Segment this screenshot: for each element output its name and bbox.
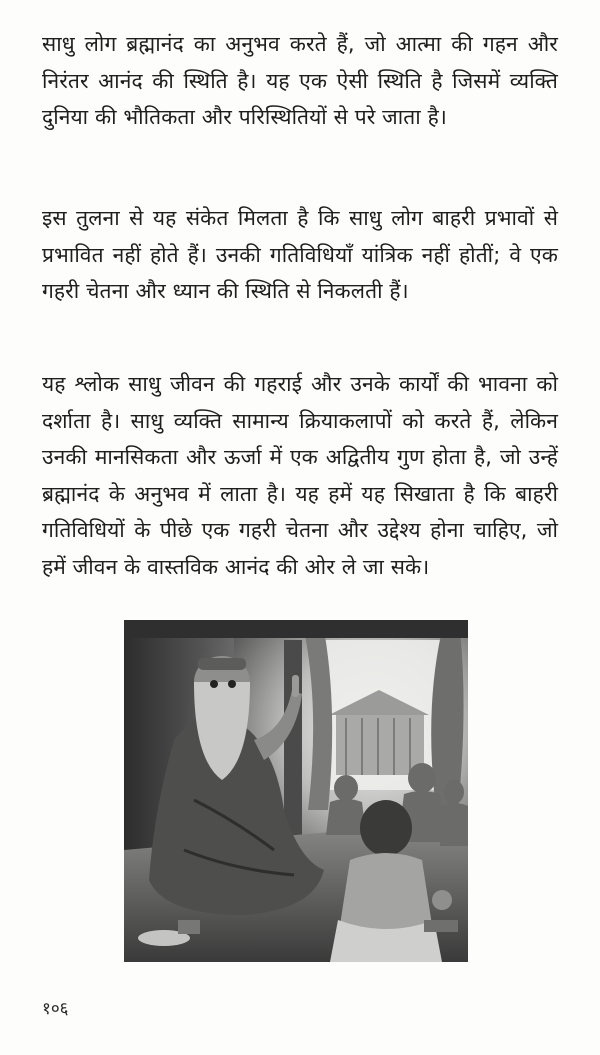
paragraph-2: इस तुलना से यह संकेत मिलता है कि साधु लोग बाहरी प्रभावों से प्रभावित नहीं होते हैं। उनकी गतिविधियाँ यांत्रिक नहीं होतीं; वे एक गहरी चेतना और ध्यान की स्थिति से निकलती हैं। [42,206,558,303]
sage-teaching-children-illustration [124,620,468,962]
paragraph-1: साधु लोग ब्रह्मानंद का अनुभव करते हैं, जो आत्मा की गहन और निरंतर आनंद की स्थिति है। यह एक ऐसी स्थिति है जिसमें व्यक्ति दुनिया की भौतिकता और परिस्थितियों से परे जाता है। [42,32,558,129]
paragraph-3: यह श्लोक साधु जीवन की गहराई और उनके कार्यों की भावना को दर्शाता है। साधु व्यक्ति सामान्य क्रियाकलापों को करते हैं, लेकिन उनकी मानसिकता और ऊर्जा में एक अद्वितीय गुण होता है, जो उन्हें ब्रह्मानंद के अनुभव में लाता है। यह हमें यह सिखाता है कि बाहरी गतिविधियों के पीछे एक गहरी चेतना और उद्देश्य होना चाहिए, जो हमें जीवन के वास्तविक आनंद की ओर ले जा सके। [42,372,558,579]
page-number: १०६ [42,999,69,1019]
